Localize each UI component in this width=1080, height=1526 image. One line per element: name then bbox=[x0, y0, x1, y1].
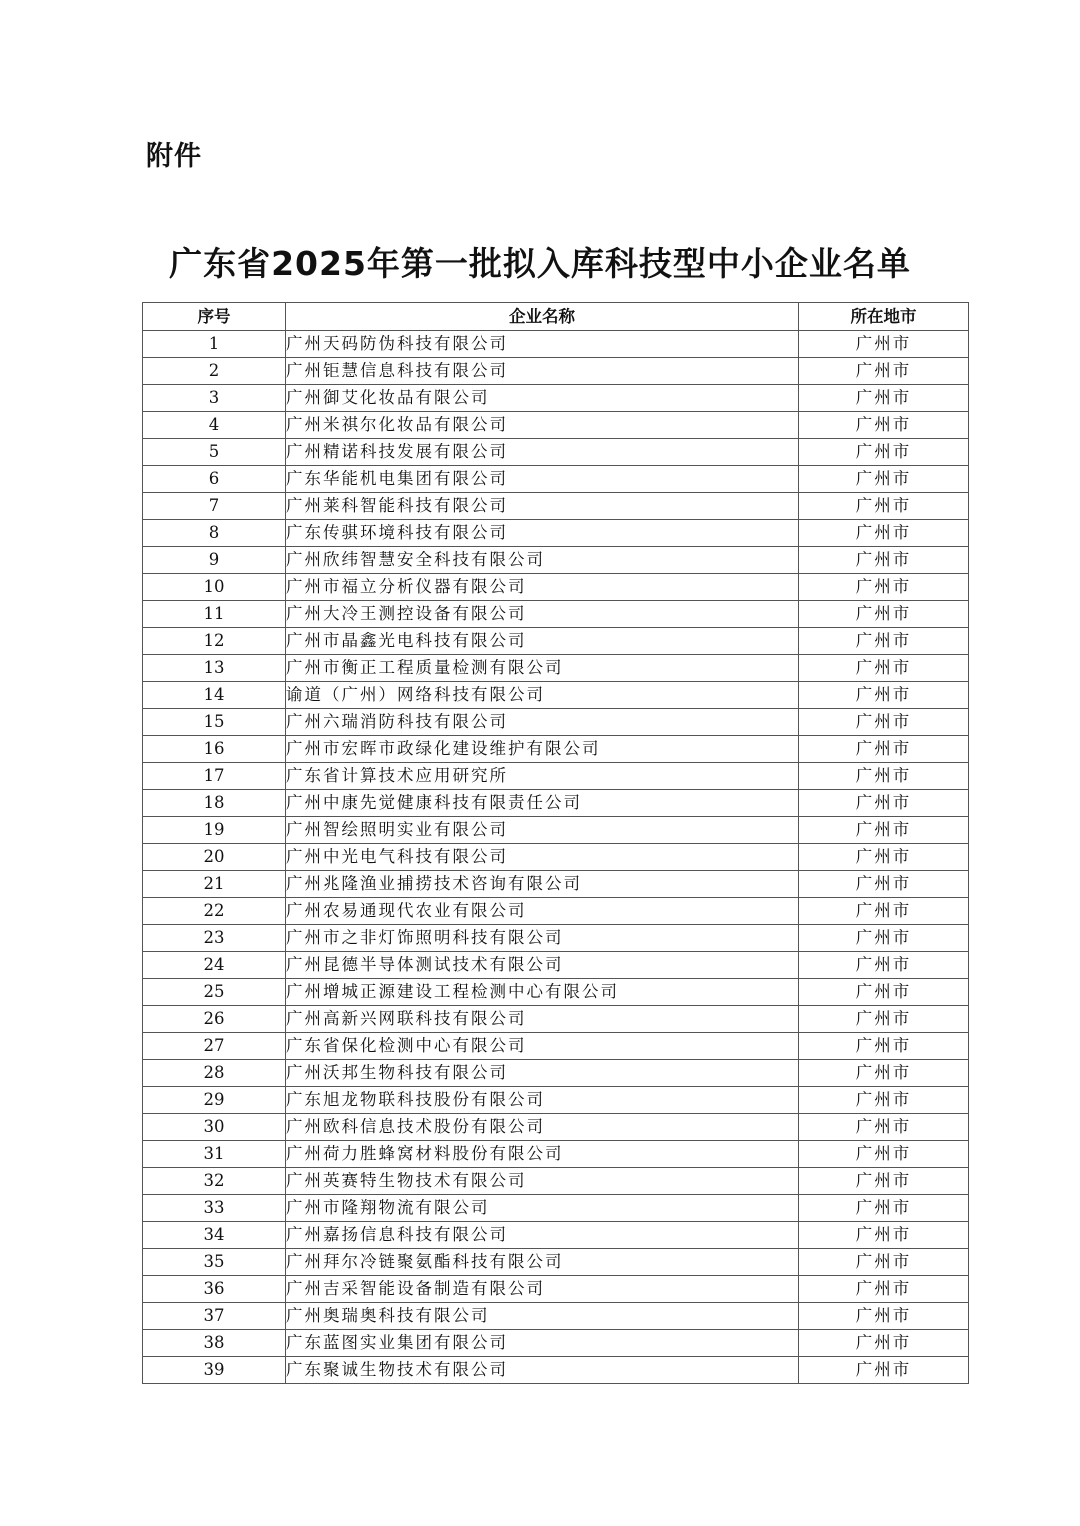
row-city: 广州市 bbox=[799, 763, 969, 790]
table-row bbox=[143, 844, 969, 871]
row-city: 广州市 bbox=[799, 1033, 969, 1060]
row-index: 19 bbox=[143, 817, 286, 844]
row-company-name: 谕道（广州）网络科技有限公司 bbox=[286, 682, 799, 709]
table-row bbox=[143, 493, 969, 520]
table-row bbox=[143, 1060, 969, 1087]
row-index: 33 bbox=[143, 1195, 286, 1222]
row-city: 广州市 bbox=[799, 1303, 969, 1330]
row-index: 21 bbox=[143, 871, 286, 898]
row-company-name: 广州沃邦生物科技有限公司 bbox=[286, 1060, 799, 1087]
table-row bbox=[143, 1033, 969, 1060]
row-index: 31 bbox=[143, 1141, 286, 1168]
row-city: 广州市 bbox=[799, 1141, 969, 1168]
table-row bbox=[143, 439, 969, 466]
table-row bbox=[143, 1006, 969, 1033]
row-company-name: 广州昆德半导体测试技术有限公司 bbox=[286, 952, 799, 979]
header-city: 所在地市 bbox=[799, 303, 969, 331]
row-city: 广州市 bbox=[799, 1195, 969, 1222]
row-company-name: 广州市福立分析仪器有限公司 bbox=[286, 574, 799, 601]
row-index: 32 bbox=[143, 1168, 286, 1195]
table-row bbox=[143, 1168, 969, 1195]
row-index: 36 bbox=[143, 1276, 286, 1303]
row-company-name: 广州市隆翔物流有限公司 bbox=[286, 1195, 799, 1222]
row-company-name: 广东省计算技术应用研究所 bbox=[286, 763, 799, 790]
row-company-name: 广州六瑞消防科技有限公司 bbox=[286, 709, 799, 736]
row-index: 12 bbox=[143, 628, 286, 655]
table-row bbox=[143, 1330, 969, 1357]
row-company-name: 广州天码防伪科技有限公司 bbox=[286, 331, 799, 358]
row-index: 27 bbox=[143, 1033, 286, 1060]
table-row bbox=[143, 952, 969, 979]
table-row bbox=[143, 736, 969, 763]
row-company-name: 广州嘉扬信息科技有限公司 bbox=[286, 1222, 799, 1249]
row-index: 23 bbox=[143, 925, 286, 952]
row-index: 34 bbox=[143, 1222, 286, 1249]
table-row bbox=[143, 520, 969, 547]
row-company-name: 广东聚诚生物技术有限公司 bbox=[286, 1357, 799, 1384]
row-company-name: 广州大冷王测控设备有限公司 bbox=[286, 601, 799, 628]
table-row bbox=[143, 763, 969, 790]
table-row bbox=[143, 1357, 969, 1384]
row-company-name: 广州荷力胜蜂窝材料股份有限公司 bbox=[286, 1141, 799, 1168]
row-company-name: 广州增城正源建设工程检测中心有限公司 bbox=[286, 979, 799, 1006]
row-company-name: 广东华能机电集团有限公司 bbox=[286, 466, 799, 493]
row-index: 5 bbox=[143, 439, 286, 466]
table-row bbox=[143, 1276, 969, 1303]
row-company-name: 广州兆隆渔业捕捞技术咨询有限公司 bbox=[286, 871, 799, 898]
row-city: 广州市 bbox=[799, 1060, 969, 1087]
row-company-name: 广州吉采智能设备制造有限公司 bbox=[286, 1276, 799, 1303]
row-index: 17 bbox=[143, 763, 286, 790]
row-city: 广州市 bbox=[799, 1222, 969, 1249]
row-company-name: 广州中康先觉健康科技有限责任公司 bbox=[286, 790, 799, 817]
row-index: 39 bbox=[143, 1357, 286, 1384]
row-city: 广州市 bbox=[799, 1087, 969, 1114]
row-company-name: 广东省保化检测中心有限公司 bbox=[286, 1033, 799, 1060]
row-company-name: 广州市宏晖市政绿化建设维护有限公司 bbox=[286, 736, 799, 763]
row-city: 广州市 bbox=[799, 574, 969, 601]
row-index: 13 bbox=[143, 655, 286, 682]
row-company-name: 广州欧科信息技术股份有限公司 bbox=[286, 1114, 799, 1141]
row-index: 10 bbox=[143, 574, 286, 601]
table-row bbox=[143, 682, 969, 709]
row-index: 20 bbox=[143, 844, 286, 871]
table-row bbox=[143, 790, 969, 817]
table-row bbox=[143, 412, 969, 439]
table-row bbox=[143, 1114, 969, 1141]
row-index: 15 bbox=[143, 709, 286, 736]
row-city: 广州市 bbox=[799, 1330, 969, 1357]
row-company-name: 广州市衡正工程质量检测有限公司 bbox=[286, 655, 799, 682]
row-company-name: 广东传骐环境科技有限公司 bbox=[286, 520, 799, 547]
row-company-name: 广州御艾化妆品有限公司 bbox=[286, 385, 799, 412]
row-index: 28 bbox=[143, 1060, 286, 1087]
row-index: 14 bbox=[143, 682, 286, 709]
table-row bbox=[143, 817, 969, 844]
table-row bbox=[143, 547, 969, 574]
row-city: 广州市 bbox=[799, 952, 969, 979]
row-index: 3 bbox=[143, 385, 286, 412]
row-city: 广州市 bbox=[799, 466, 969, 493]
header-company-name: 企业名称 bbox=[286, 303, 799, 331]
row-city: 广州市 bbox=[799, 1114, 969, 1141]
row-city: 广州市 bbox=[799, 331, 969, 358]
row-company-name: 广州莱科智能科技有限公司 bbox=[286, 493, 799, 520]
table-row bbox=[143, 385, 969, 412]
header-row bbox=[143, 303, 969, 331]
row-city: 广州市 bbox=[799, 817, 969, 844]
table-row bbox=[143, 1087, 969, 1114]
row-city: 广州市 bbox=[799, 520, 969, 547]
row-city: 广州市 bbox=[799, 925, 969, 952]
row-city: 广州市 bbox=[799, 898, 969, 925]
row-city: 广州市 bbox=[799, 1249, 969, 1276]
row-city: 广州市 bbox=[799, 412, 969, 439]
table-row bbox=[143, 871, 969, 898]
row-index: 22 bbox=[143, 898, 286, 925]
row-company-name: 广州米祺尔化妆品有限公司 bbox=[286, 412, 799, 439]
row-city: 广州市 bbox=[799, 709, 969, 736]
row-company-name: 广州高新兴网联科技有限公司 bbox=[286, 1006, 799, 1033]
row-city: 广州市 bbox=[799, 979, 969, 1006]
row-index: 37 bbox=[143, 1303, 286, 1330]
row-city: 广州市 bbox=[799, 493, 969, 520]
row-index: 8 bbox=[143, 520, 286, 547]
row-city: 广州市 bbox=[799, 547, 969, 574]
row-index: 6 bbox=[143, 466, 286, 493]
table-header bbox=[143, 303, 969, 331]
row-company-name: 广州农易通现代农业有限公司 bbox=[286, 898, 799, 925]
company-list-table bbox=[142, 302, 969, 1384]
row-city: 广州市 bbox=[799, 439, 969, 466]
row-index: 24 bbox=[143, 952, 286, 979]
row-index: 11 bbox=[143, 601, 286, 628]
row-city: 广州市 bbox=[799, 682, 969, 709]
row-city: 广州市 bbox=[799, 655, 969, 682]
row-city: 广州市 bbox=[799, 358, 969, 385]
table-row bbox=[143, 358, 969, 385]
row-company-name: 广州智绘照明实业有限公司 bbox=[286, 817, 799, 844]
row-company-name: 广州市晶鑫光电科技有限公司 bbox=[286, 628, 799, 655]
row-index: 2 bbox=[143, 358, 286, 385]
table-row bbox=[143, 898, 969, 925]
table-row bbox=[143, 1222, 969, 1249]
table-row bbox=[143, 1249, 969, 1276]
row-company-name: 广州拜尔冷链聚氨酯科技有限公司 bbox=[286, 1249, 799, 1276]
row-city: 广州市 bbox=[799, 601, 969, 628]
row-index: 30 bbox=[143, 1114, 286, 1141]
table-row bbox=[143, 925, 969, 952]
row-city: 广州市 bbox=[799, 385, 969, 412]
header-index: 序号 bbox=[143, 303, 286, 331]
table-row bbox=[143, 1303, 969, 1330]
row-index: 9 bbox=[143, 547, 286, 574]
table-row bbox=[143, 979, 969, 1006]
row-city: 广州市 bbox=[799, 1168, 969, 1195]
document-title: 广东省2025年第一批拟入库科技型中小企业名单 bbox=[169, 244, 911, 283]
table-row bbox=[143, 601, 969, 628]
row-index: 35 bbox=[143, 1249, 286, 1276]
row-index: 1 bbox=[143, 331, 286, 358]
table-row bbox=[143, 628, 969, 655]
row-company-name: 广州中光电气科技有限公司 bbox=[286, 844, 799, 871]
row-city: 广州市 bbox=[799, 736, 969, 763]
row-index: 29 bbox=[143, 1087, 286, 1114]
row-city: 广州市 bbox=[799, 628, 969, 655]
row-index: 16 bbox=[143, 736, 286, 763]
row-index: 25 bbox=[143, 979, 286, 1006]
row-company-name: 广州精诺科技发展有限公司 bbox=[286, 439, 799, 466]
row-city: 广州市 bbox=[799, 1276, 969, 1303]
row-city: 广州市 bbox=[799, 790, 969, 817]
row-company-name: 广州英赛特生物技术有限公司 bbox=[286, 1168, 799, 1195]
row-company-name: 广东蓝图实业集团有限公司 bbox=[286, 1330, 799, 1357]
table-row bbox=[143, 1195, 969, 1222]
table-row bbox=[143, 331, 969, 358]
row-city: 广州市 bbox=[799, 871, 969, 898]
row-company-name: 广州奥瑞奥科技有限公司 bbox=[286, 1303, 799, 1330]
table-row bbox=[143, 466, 969, 493]
table-row bbox=[143, 655, 969, 682]
row-company-name: 广州欣纬智慧安全科技有限公司 bbox=[286, 547, 799, 574]
row-company-name: 广州钜慧信息科技有限公司 bbox=[286, 358, 799, 385]
row-index: 18 bbox=[143, 790, 286, 817]
table-row bbox=[143, 574, 969, 601]
row-company-name: 广东旭龙物联科技股份有限公司 bbox=[286, 1087, 799, 1114]
attachment-label: 附件 bbox=[146, 141, 202, 172]
row-company-name: 广州市之非灯饰照明科技有限公司 bbox=[286, 925, 799, 952]
row-city: 广州市 bbox=[799, 1006, 969, 1033]
row-index: 7 bbox=[143, 493, 286, 520]
table-body bbox=[143, 331, 969, 1384]
row-city: 广州市 bbox=[799, 844, 969, 871]
row-index: 38 bbox=[143, 1330, 286, 1357]
row-city: 广州市 bbox=[799, 1357, 969, 1384]
table-row bbox=[143, 1141, 969, 1168]
row-index: 26 bbox=[143, 1006, 286, 1033]
table-row bbox=[143, 709, 969, 736]
row-index: 4 bbox=[143, 412, 286, 439]
